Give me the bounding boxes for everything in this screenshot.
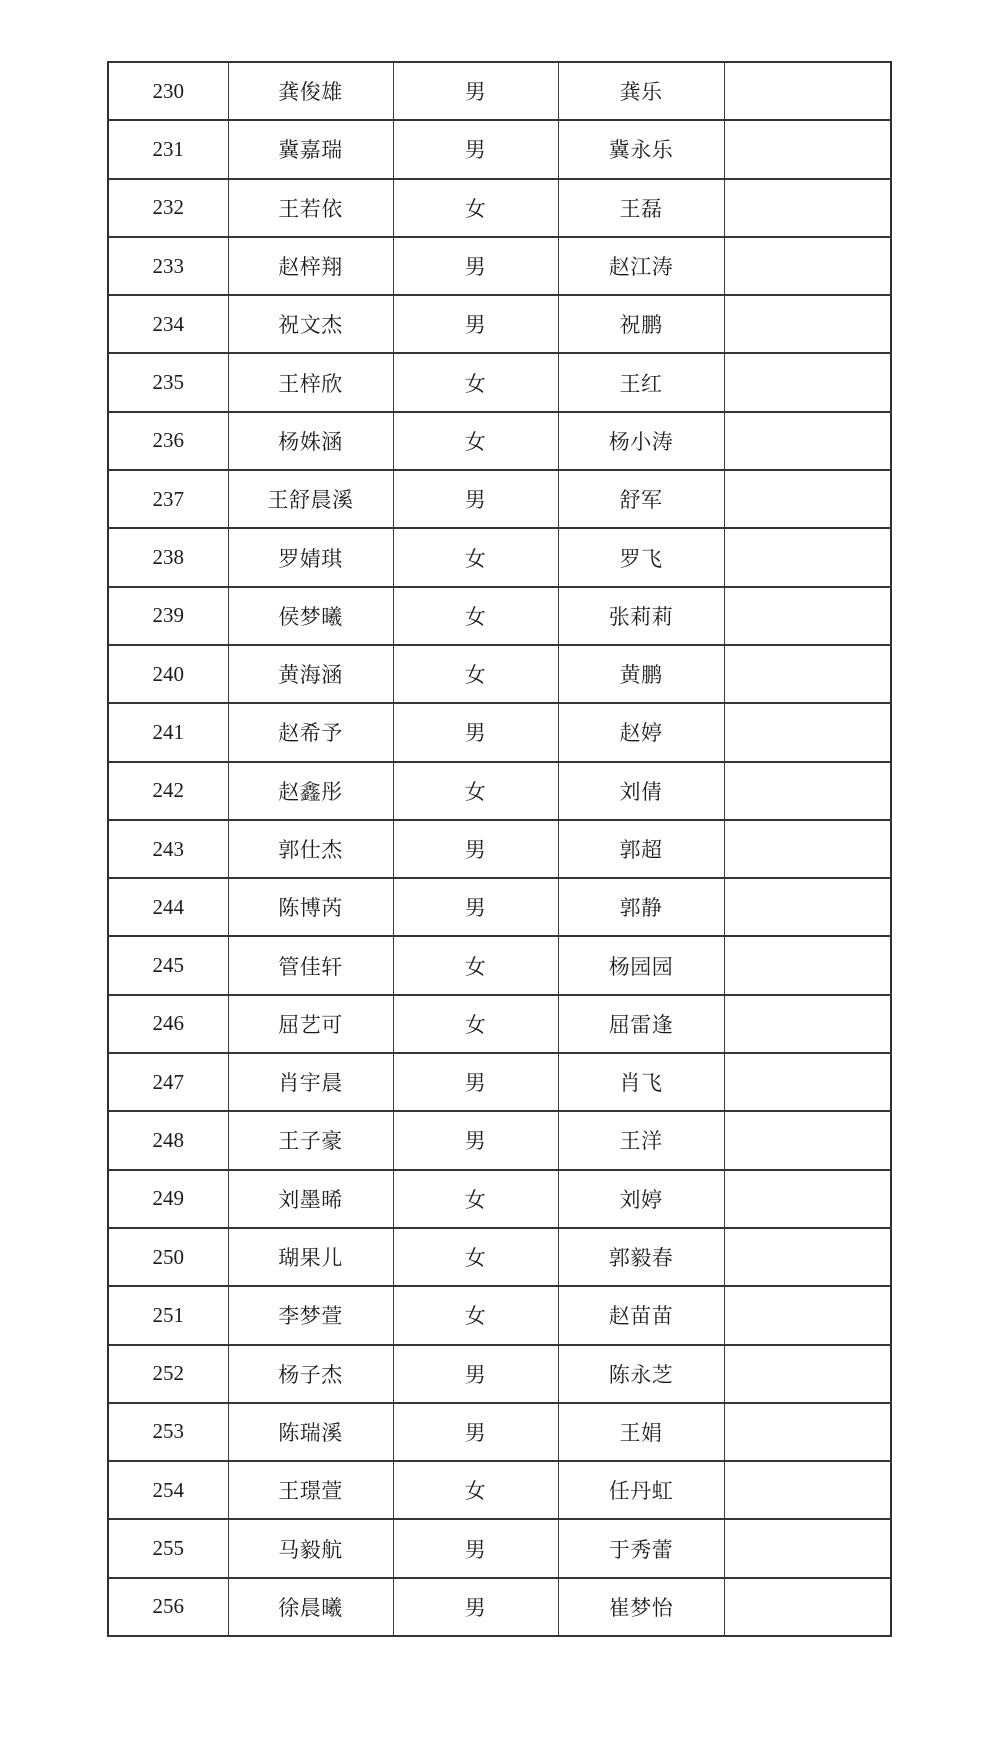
student-name-cell: 王若依 <box>228 179 393 237</box>
guardian-name-cell: 王洋 <box>558 1111 724 1169</box>
student-name-cell: 杨子杰 <box>228 1345 393 1403</box>
row-number-cell: 235 <box>108 353 228 411</box>
student-name-cell: 罗婧琪 <box>228 528 393 586</box>
table-row <box>108 703 891 761</box>
student-name-cell: 陈博芮 <box>228 878 393 936</box>
gender-cell: 女 <box>393 645 558 703</box>
student-name-cell: 管佳轩 <box>228 936 393 994</box>
table-row <box>108 470 891 528</box>
remark-cell <box>724 1286 891 1344</box>
table-row <box>108 645 891 703</box>
gender-cell: 男 <box>393 1345 558 1403</box>
guardian-name-cell: 杨小涛 <box>558 412 724 470</box>
guardian-name-cell: 赵苗苗 <box>558 1286 724 1344</box>
remark-cell <box>724 645 891 703</box>
row-number-cell: 253 <box>108 1403 228 1461</box>
guardian-name-cell: 龚乐 <box>558 62 724 120</box>
table-row <box>108 412 891 470</box>
gender-cell: 男 <box>393 1578 558 1636</box>
row-number-cell: 247 <box>108 1053 228 1111</box>
gender-cell: 男 <box>393 120 558 178</box>
remark-cell <box>724 703 891 761</box>
row-number-cell: 231 <box>108 120 228 178</box>
row-number-cell: 237 <box>108 470 228 528</box>
remark-cell <box>724 1228 891 1286</box>
remark-cell <box>724 295 891 353</box>
gender-cell: 女 <box>393 587 558 645</box>
remark-cell <box>724 995 891 1053</box>
student-roster-table <box>107 61 892 1637</box>
gender-cell: 男 <box>393 703 558 761</box>
student-name-cell: 赵鑫彤 <box>228 762 393 820</box>
guardian-name-cell: 刘婷 <box>558 1170 724 1228</box>
remark-cell <box>724 820 891 878</box>
guardian-name-cell: 王红 <box>558 353 724 411</box>
gender-cell: 男 <box>393 62 558 120</box>
gender-cell: 女 <box>393 1461 558 1519</box>
guardian-name-cell: 屈雷逢 <box>558 995 724 1053</box>
table-row <box>108 878 891 936</box>
guardian-name-cell: 张莉莉 <box>558 587 724 645</box>
student-name-cell: 祝文杰 <box>228 295 393 353</box>
student-name-cell: 王子豪 <box>228 1111 393 1169</box>
row-number-cell: 244 <box>108 878 228 936</box>
row-number-cell: 232 <box>108 179 228 237</box>
row-number-cell: 256 <box>108 1578 228 1636</box>
gender-cell: 男 <box>393 237 558 295</box>
table-row <box>108 1286 891 1344</box>
guardian-name-cell: 杨园园 <box>558 936 724 994</box>
student-name-cell: 黄海涵 <box>228 645 393 703</box>
row-number-cell: 240 <box>108 645 228 703</box>
guardian-name-cell: 于秀蕾 <box>558 1519 724 1577</box>
student-name-cell: 杨姝涵 <box>228 412 393 470</box>
guardian-name-cell: 赵江涛 <box>558 237 724 295</box>
remark-cell <box>724 1111 891 1169</box>
guardian-name-cell: 王娟 <box>558 1403 724 1461</box>
gender-cell: 女 <box>393 1286 558 1344</box>
remark-cell <box>724 528 891 586</box>
student-name-cell: 王梓欣 <box>228 353 393 411</box>
guardian-name-cell: 崔梦怡 <box>558 1578 724 1636</box>
remark-cell <box>724 878 891 936</box>
guardian-name-cell: 冀永乐 <box>558 120 724 178</box>
gender-cell: 女 <box>393 1170 558 1228</box>
row-number-cell: 241 <box>108 703 228 761</box>
gender-cell: 男 <box>393 470 558 528</box>
row-number-cell: 233 <box>108 237 228 295</box>
table-row <box>108 1170 891 1228</box>
gender-cell: 男 <box>393 820 558 878</box>
table-row <box>108 995 891 1053</box>
guardian-name-cell: 肖飞 <box>558 1053 724 1111</box>
remark-cell <box>724 237 891 295</box>
table-row <box>108 237 891 295</box>
guardian-name-cell: 郭超 <box>558 820 724 878</box>
student-name-cell: 郭仕杰 <box>228 820 393 878</box>
gender-cell: 男 <box>393 878 558 936</box>
row-number-cell: 246 <box>108 995 228 1053</box>
row-number-cell: 239 <box>108 587 228 645</box>
student-name-cell: 冀嘉瑞 <box>228 120 393 178</box>
student-name-cell: 赵梓翔 <box>228 237 393 295</box>
row-number-cell: 245 <box>108 936 228 994</box>
gender-cell: 女 <box>393 936 558 994</box>
gender-cell: 女 <box>393 1228 558 1286</box>
remark-cell <box>724 1519 891 1577</box>
table-row <box>108 762 891 820</box>
row-number-cell: 230 <box>108 62 228 120</box>
guardian-name-cell: 舒军 <box>558 470 724 528</box>
student-name-cell: 陈瑞溪 <box>228 1403 393 1461</box>
roster-table-body <box>108 62 891 1636</box>
row-number-cell: 249 <box>108 1170 228 1228</box>
table-row <box>108 936 891 994</box>
row-number-cell: 243 <box>108 820 228 878</box>
guardian-name-cell: 任丹虹 <box>558 1461 724 1519</box>
row-number-cell: 236 <box>108 412 228 470</box>
table-row <box>108 353 891 411</box>
guardian-name-cell: 祝鹏 <box>558 295 724 353</box>
table-row <box>108 1403 891 1461</box>
table-row <box>108 1053 891 1111</box>
table-row <box>108 1228 891 1286</box>
table-row <box>108 587 891 645</box>
table-row <box>108 1345 891 1403</box>
gender-cell: 男 <box>393 295 558 353</box>
gender-cell: 男 <box>393 1111 558 1169</box>
gender-cell: 女 <box>393 353 558 411</box>
student-name-cell: 王璟萱 <box>228 1461 393 1519</box>
guardian-name-cell: 赵婷 <box>558 703 724 761</box>
table-row <box>108 1111 891 1169</box>
guardian-name-cell: 王磊 <box>558 179 724 237</box>
table-row <box>108 820 891 878</box>
gender-cell: 女 <box>393 995 558 1053</box>
remark-cell <box>724 62 891 120</box>
row-number-cell: 248 <box>108 1111 228 1169</box>
guardian-name-cell: 罗飞 <box>558 528 724 586</box>
student-name-cell: 马毅航 <box>228 1519 393 1577</box>
remark-cell <box>724 762 891 820</box>
student-name-cell: 李梦萱 <box>228 1286 393 1344</box>
remark-cell <box>724 353 891 411</box>
student-name-cell: 王舒晨溪 <box>228 470 393 528</box>
table-row <box>108 1519 891 1577</box>
table-row <box>108 1461 891 1519</box>
remark-cell <box>724 1170 891 1228</box>
student-name-cell: 赵希予 <box>228 703 393 761</box>
remark-cell <box>724 1053 891 1111</box>
table-row <box>108 295 891 353</box>
gender-cell: 女 <box>393 762 558 820</box>
gender-cell: 男 <box>393 1403 558 1461</box>
row-number-cell: 242 <box>108 762 228 820</box>
guardian-name-cell: 郭毅春 <box>558 1228 724 1286</box>
row-number-cell: 251 <box>108 1286 228 1344</box>
remark-cell <box>724 1578 891 1636</box>
student-name-cell: 徐晨曦 <box>228 1578 393 1636</box>
remark-cell <box>724 587 891 645</box>
guardian-name-cell: 黄鹏 <box>558 645 724 703</box>
student-name-cell: 刘墨晞 <box>228 1170 393 1228</box>
row-number-cell: 255 <box>108 1519 228 1577</box>
remark-cell <box>724 936 891 994</box>
table-row <box>108 528 891 586</box>
student-name-cell: 龚俊雄 <box>228 62 393 120</box>
row-number-cell: 238 <box>108 528 228 586</box>
table-row <box>108 1578 891 1636</box>
student-name-cell: 屈艺可 <box>228 995 393 1053</box>
student-name-cell: 肖宇晨 <box>228 1053 393 1111</box>
gender-cell: 女 <box>393 528 558 586</box>
remark-cell <box>724 470 891 528</box>
table-row <box>108 179 891 237</box>
gender-cell: 男 <box>393 1053 558 1111</box>
student-name-cell: 瑚果儿 <box>228 1228 393 1286</box>
student-name-cell: 侯梦曦 <box>228 587 393 645</box>
remark-cell <box>724 179 891 237</box>
row-number-cell: 254 <box>108 1461 228 1519</box>
gender-cell: 男 <box>393 1519 558 1577</box>
guardian-name-cell: 刘倩 <box>558 762 724 820</box>
remark-cell <box>724 1345 891 1403</box>
gender-cell: 女 <box>393 179 558 237</box>
remark-cell <box>724 120 891 178</box>
table-row <box>108 62 891 120</box>
gender-cell: 女 <box>393 412 558 470</box>
remark-cell <box>724 412 891 470</box>
table-row <box>108 120 891 178</box>
remark-cell <box>724 1461 891 1519</box>
row-number-cell: 252 <box>108 1345 228 1403</box>
row-number-cell: 234 <box>108 295 228 353</box>
row-number-cell: 250 <box>108 1228 228 1286</box>
guardian-name-cell: 郭静 <box>558 878 724 936</box>
guardian-name-cell: 陈永芝 <box>558 1345 724 1403</box>
remark-cell <box>724 1403 891 1461</box>
